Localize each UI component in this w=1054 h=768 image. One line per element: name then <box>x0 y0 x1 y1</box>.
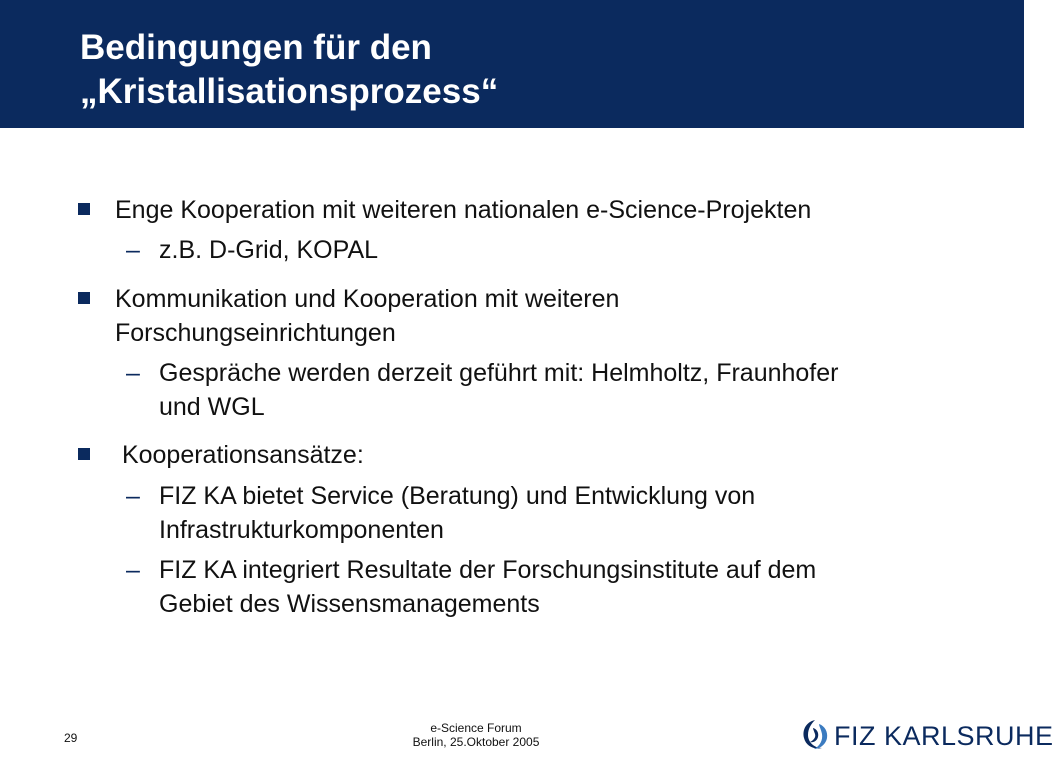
sub-item-text: Gespräche werden derzeit geführt mit: Helmholtz, Fraunhofer und WGL <box>159 359 839 421</box>
square-bullet-icon <box>78 448 90 460</box>
dash-marker: – <box>126 556 140 584</box>
footer-place-date: Berlin, 25.Oktober 2005 <box>412 735 540 749</box>
slide-title-line-2: „Kristallisationsprozess“ <box>80 72 499 111</box>
dash-marker: – <box>126 236 140 264</box>
dash-marker: – <box>126 482 140 510</box>
fiz-karlsruhe-logo-icon <box>800 718 830 752</box>
fiz-karlsruhe-logo <box>800 718 1054 754</box>
square-bullet-icon <box>78 292 90 304</box>
slide-title-line-1: Bedingungen für den <box>80 28 432 67</box>
bullet-text: Enge Kooperation mit weiteren nationalen e-Science-Projekten <box>115 196 812 224</box>
bullet-text: Kooperationsansätze: <box>115 441 364 469</box>
logo-wordmark: FIZ KARLSRUHE <box>834 721 1054 751</box>
sub-item-text: FIZ KA integriert Resultate der Forschungsinstitute auf dem Gebiet des Wissensmanagements <box>159 556 817 618</box>
dash-marker: – <box>126 359 140 387</box>
sub-item-text: FIZ KA bietet Service (Beratung) und Entwicklung von Infrastrukturkomponenten <box>159 482 756 544</box>
sub-item-text: z.B. D-Grid, KOPAL <box>159 236 379 264</box>
page-number: 29 <box>64 731 78 745</box>
slide-title <box>80 26 980 114</box>
footer-event-info <box>376 721 576 749</box>
footer-event: e-Science Forum <box>430 721 522 735</box>
bullet-text: Kommunikation und Kooperation mit weiteren Forschungseinrichtungen <box>115 285 620 347</box>
square-bullet-icon <box>78 203 90 215</box>
